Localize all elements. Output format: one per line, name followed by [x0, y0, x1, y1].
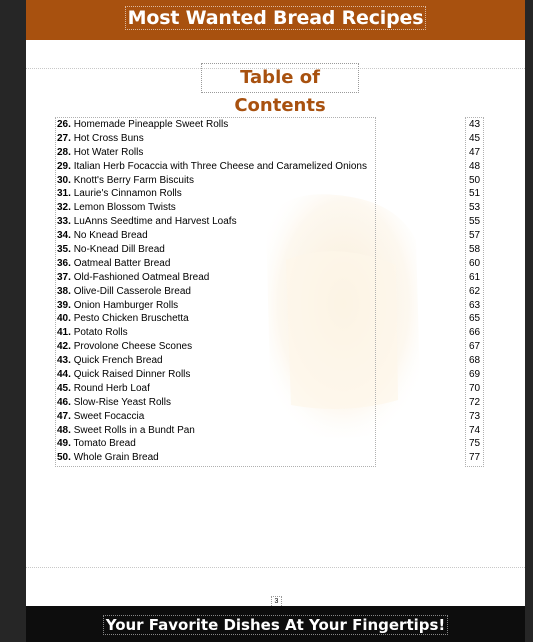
toc-entry-page: 70: [468, 382, 481, 394]
toc-entry[interactable]: [56, 424, 375, 438]
left-gutter: [0, 0, 26, 642]
toc-entry-number: 33.: [57, 216, 71, 228]
toc-entry-number: 32.: [57, 202, 71, 214]
toc-entry-page: 68: [468, 355, 481, 367]
toc-entry-number: 47.: [57, 410, 71, 422]
toc-entry[interactable]: [56, 187, 375, 201]
toc-entry-number: 36.: [57, 257, 71, 269]
page-header: [26, 0, 525, 40]
toc-entry-page: 58: [468, 244, 481, 256]
toc-entry-number: 27.: [57, 132, 71, 144]
toc-entry-page: 60: [468, 257, 481, 269]
toc-entry-number: 40.: [57, 313, 71, 325]
document-page: [26, 0, 525, 642]
toc-entry[interactable]: [56, 215, 375, 229]
toc-entry[interactable]: [56, 174, 375, 188]
toc-entry-page: 74: [468, 424, 481, 436]
toc-entry-title: LuAnns Seedtime and Harvest Loafs: [73, 216, 237, 228]
toc-entry-title: Old-Fashioned Oatmeal Bread: [73, 271, 210, 283]
toc-entry-title: No-Knead Dill Bread: [73, 244, 165, 256]
toc-entry-title: Round Herb Loaf: [73, 382, 150, 394]
toc-entry-number: 45.: [57, 382, 71, 394]
toc-entry-page: 61: [468, 271, 481, 283]
toc-entry-title: Tomato Bread: [73, 438, 136, 450]
toc-entry[interactable]: [56, 340, 375, 354]
toc-entry-page: 48: [468, 160, 481, 172]
toc-entry-title: Knott's Berry Farm Biscuits: [73, 174, 194, 186]
toc-entry-page: 69: [468, 369, 481, 381]
toc-entry-title: Sweet Rolls in a Bundt Pan: [73, 424, 195, 436]
toc-entry-number: 28.: [57, 146, 71, 158]
toc-entry-number: 48.: [57, 424, 71, 436]
toc-entry[interactable]: [56, 201, 375, 215]
toc-entry[interactable]: [56, 410, 375, 424]
toc-entry-page: 73: [468, 410, 481, 422]
toc-entry-title: Pesto Chicken Bruschetta: [73, 313, 189, 325]
toc-entry-number: 50.: [57, 452, 71, 464]
footer-separator: [26, 567, 525, 568]
toc-entry-title: Slow-Rise Yeast Rolls: [73, 396, 171, 408]
toc-entry-title: Italian Herb Focaccia with Three Cheese and Caramelized Onions: [73, 160, 367, 172]
toc-entry-page: 47: [468, 146, 481, 158]
toc-entry[interactable]: [56, 451, 375, 465]
toc-entry-number: 41.: [57, 327, 71, 339]
toc-entry-number: 37.: [57, 271, 71, 283]
toc-entry-title: Hot Cross Buns: [73, 132, 144, 144]
toc-entry-title: Laurie's Cinnamon Rolls: [73, 188, 182, 200]
page-number[interactable]: 3: [271, 596, 282, 608]
toc-entry-number: 31.: [57, 188, 71, 200]
toc-entry[interactable]: [56, 243, 375, 257]
toc-entry-title: Homemade Pineapple Sweet Rolls: [73, 119, 229, 130]
toc-entry[interactable]: [56, 312, 375, 326]
toc-entry-number: 42.: [57, 341, 71, 353]
toc-entry-number: 30.: [57, 174, 71, 186]
toc-entry-title: Quick Raised Dinner Rolls: [73, 369, 191, 381]
footer-tagline[interactable]: Your Favorite Dishes At Your Fingertips!: [103, 615, 449, 635]
toc-entry-number: 43.: [57, 355, 71, 367]
toc-entry[interactable]: [56, 271, 375, 285]
toc-entry-title: Olive-Dill Casserole Bread: [73, 285, 191, 297]
toc-entry-page: 65: [468, 313, 481, 325]
toc-entry-number: 49.: [57, 438, 71, 450]
toc-title[interactable]: Table of Contents: [201, 63, 359, 93]
toc-entry-page: 51: [468, 188, 481, 200]
toc-entry-number: 34.: [57, 230, 71, 242]
toc-entries: [55, 117, 376, 467]
toc-entry-title: Oatmeal Batter Bread: [73, 257, 171, 269]
toc-entry[interactable]: [56, 229, 375, 243]
toc-entry-page: 43: [468, 119, 481, 130]
toc-entry-title: No Knead Bread: [73, 230, 148, 242]
toc-entry-page: 55: [468, 216, 481, 228]
toc-entry[interactable]: [56, 354, 375, 368]
toc-entry-page: 67: [468, 341, 481, 353]
toc-entry[interactable]: [56, 299, 375, 313]
page-footer: [26, 606, 525, 642]
toc-entry[interactable]: [56, 118, 375, 132]
toc-entry-number: 29.: [57, 160, 71, 172]
toc-entry-page: 77: [468, 452, 481, 464]
toc-entry-page: 57: [468, 230, 481, 242]
toc-entry-title: Onion Hamburger Rolls: [73, 299, 179, 311]
toc-entry-number: 46.: [57, 396, 71, 408]
toc-entry-title: Potato Rolls: [73, 327, 128, 339]
toc-entry-page: 66: [468, 327, 481, 339]
toc-entry-page: 62: [468, 285, 481, 297]
toc-entry-page: 75: [468, 438, 481, 450]
toc-entry[interactable]: [56, 437, 375, 451]
toc-entry-page: 72: [468, 396, 481, 408]
toc-entry[interactable]: [56, 146, 375, 160]
toc-entry-title: Hot Water Rolls: [73, 146, 144, 158]
toc-entry[interactable]: [56, 382, 375, 396]
toc-entry-number: 44.: [57, 369, 71, 381]
toc-entry-number: 39.: [57, 299, 71, 311]
toc-entry[interactable]: [56, 160, 375, 174]
toc-entry-title: Provolone Cheese Scones: [73, 341, 193, 353]
header-title[interactable]: Most Wanted Bread Recipes: [125, 6, 427, 30]
toc-entry-number: 26.: [57, 119, 71, 130]
toc-entry-page: 53: [468, 202, 481, 214]
toc-entry[interactable]: [56, 368, 375, 382]
toc-entry[interactable]: [56, 326, 375, 340]
toc-entry-title: Lemon Blossom Twists: [73, 202, 176, 214]
toc-entry-page: 45: [468, 132, 481, 144]
toc-page-numbers: [465, 117, 484, 467]
toc-entry[interactable]: [56, 285, 375, 299]
toc-entry-title: Quick French Bread: [73, 355, 163, 367]
toc-entry[interactable]: [56, 396, 375, 410]
toc-entry-page: 63: [468, 299, 481, 311]
right-gutter: [525, 0, 533, 642]
toc-entry-title: Sweet Focaccia: [73, 410, 145, 422]
toc-entry[interactable]: [56, 132, 375, 146]
toc-entry[interactable]: [56, 257, 375, 271]
toc-entry-title: Whole Grain Bread: [73, 452, 159, 464]
toc-entry-number: 38.: [57, 285, 71, 297]
toc-entry-page: 50: [468, 174, 481, 186]
toc-entry-number: 35.: [57, 244, 71, 256]
